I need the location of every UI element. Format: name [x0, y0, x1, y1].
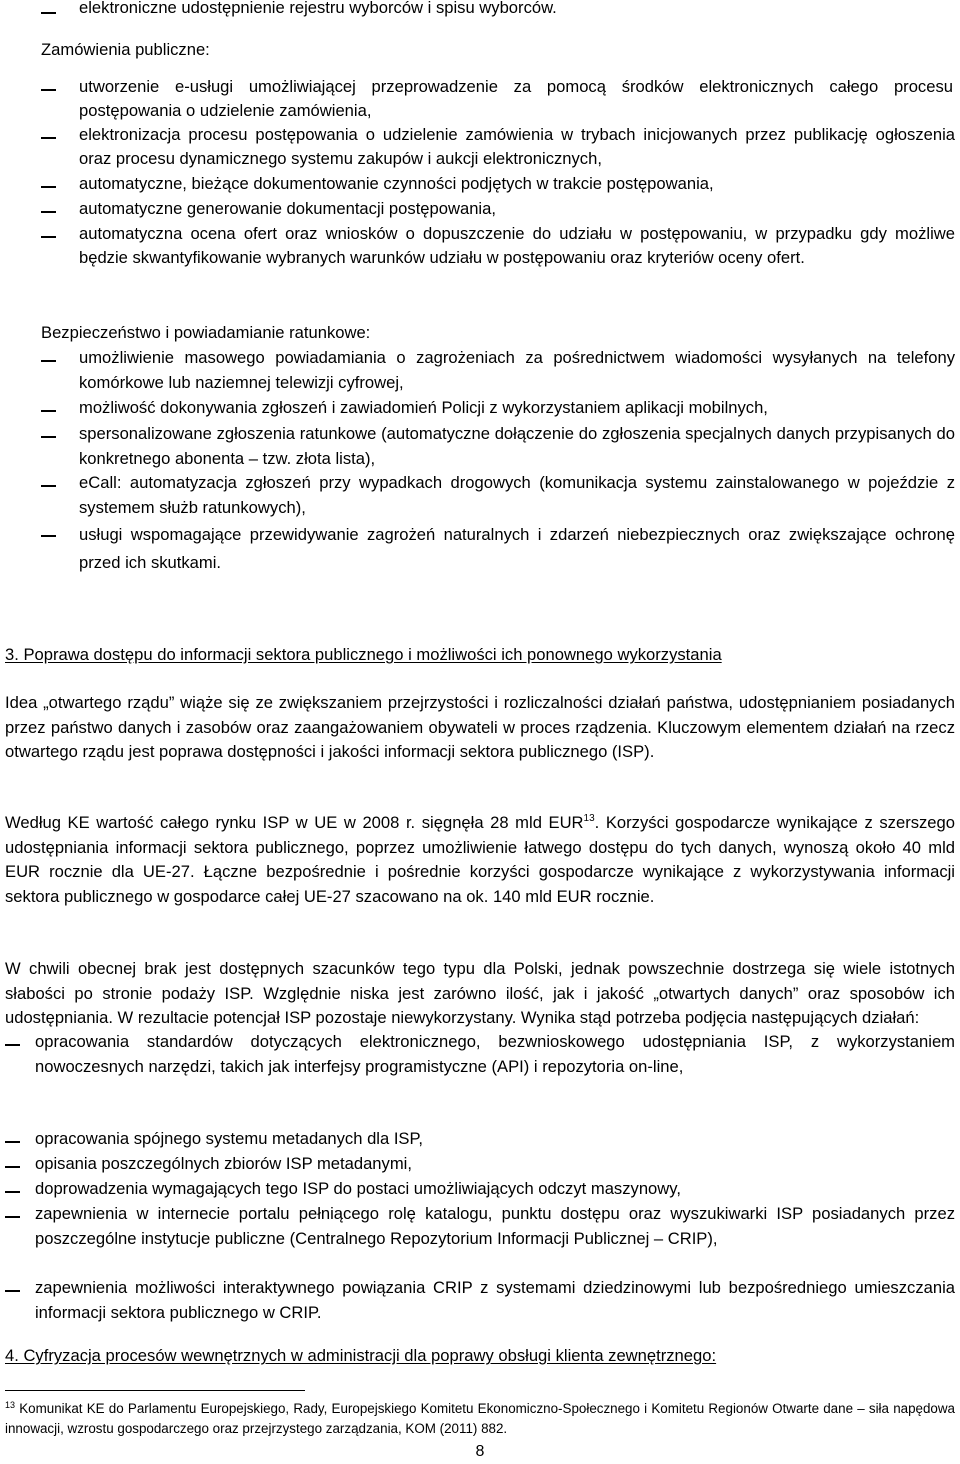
footnote-number: 13	[5, 1400, 16, 1410]
list-item: elektronizacja procesu postępowania o udzielenie zamówienia w trybach inicjowanych przez publikację ogłoszenia oraz procesu dynamicznego systemu zakupów i aukcji elektronicznych,	[79, 125, 955, 169]
footnote-reference: 13	[583, 813, 595, 824]
list-dash	[41, 360, 56, 362]
list-item: automatyczna ocena ofert oraz wniosków o dopuszczenie do udziału w postępowaniu, w przypadku gdy możliwe będzie skwantyfikowanie wybranych warunków udziału w postępowaniu oraz kryteriów oceny ofert.	[79, 224, 955, 268]
list-item: możliwość dokonywania zgłoszeń i zawiadomień Policji z wykorzystaniem aplikacji mobilnych,	[79, 398, 768, 417]
list-item: opisania poszczególnych zbiorów ISP metadanymi,	[35, 1154, 412, 1173]
paragraph: W chwili obecnej brak jest dostępnych szacunków tego typu dla Polski, jednak powszechnie dostrzega się wiele istotnych słabości po stronie podaży ISP. Względnie niska jest zarówno ilość, jak i jakość „otwartych danych” oraz sposobów ich udostępniania. W rezultacie potencjał ISP pozostaje niewykorzystany. Wynika stąd potrzeba podjęcia następujących działań:	[5, 959, 955, 1028]
section-4-heading: 4. Cyfryzacja procesów wewnętrznych w administracji dla poprawy obsługi klienta zewnętrznego:	[5, 1346, 717, 1365]
footnote	[5, 1399, 955, 1438]
list-dash	[41, 12, 56, 14]
list-item: opracowania spójnego systemu metadanych dla ISP,	[35, 1129, 424, 1148]
list-dash	[5, 1290, 20, 1292]
list-item: usługi wspomagające przewidywanie zagrożeń naturalnych i zdarzeń niebezpiecznych oraz zwiększające ochronę przed ich skutkami.	[79, 525, 955, 572]
list-dash	[41, 410, 56, 412]
list-dash	[5, 1044, 20, 1046]
list-item: spersonalizowane zgłoszenia ratunkowe (automatyczne dołączenie do zgłoszenia specjalnych danych przypisanych do konkretnego abonenta – tzw. złota lista),	[79, 424, 955, 468]
list-dash	[41, 535, 56, 537]
list-dash	[5, 1141, 20, 1143]
page-number: 8	[475, 1443, 485, 1460]
section-3-heading: 3. Poprawa dostępu do informacji sektora publicznego i możliwości ich ponownego wykorzystania	[5, 645, 722, 664]
section-heading-zamowienia: Zamówienia publiczne:	[41, 40, 210, 59]
list-dash	[41, 436, 56, 438]
list-item: automatyczne generowanie dokumentacji postępowania,	[79, 199, 496, 218]
footnote-separator	[5, 1390, 305, 1391]
list-item: eCall: automatyzacja zgłoszeń przy wypadkach drogowych (komunikacja systemu zainstalowanego w pojeździe z systemem służb ratunkowych),	[79, 473, 955, 517]
list-item: utworzenie e-usługi umożliwiającej przeprowadzenie za pomocą środków elektronicznych całego procesu postępowania o udzielenie zamówienia,	[79, 77, 953, 121]
list-dash	[41, 485, 56, 487]
list-item: automatyczne, bieżące dokumentowanie czynności podjętych w trakcie postępowania,	[79, 174, 714, 193]
section-heading-bezpieczenstwo: Bezpieczeństwo i powiadamianie ratunkowe:	[41, 323, 371, 342]
list-item: umożliwienie masowego powiadamiania o zagrożeniach za pośrednictwem wiadomości wysyłanych na telefony komórkowe lub naziemnej telewizji cyfrowej,	[79, 348, 955, 392]
paragraph-text: . Korzyści gospodarcze wynikające z szerszego udostępniania informacji sektora publicznego, poprzez umożliwienie łatwego dostępu do tych danych, wynoszą około 40 mld EUR rocznie dla UE-27. Łączne bezpośrednie i pośrednie korzyści gospodarcze wynikające z wykorzystywania informacji sektora publicznego w gospodarce całej UE-27 szacowano na ok. 140 mld EUR rocznie.	[5, 813, 955, 907]
list-dash	[41, 89, 56, 91]
list-dash	[5, 1166, 20, 1168]
list-dash	[5, 1191, 20, 1193]
list-item: zapewnienia w internecie portalu pełniącego rolę katalogu, punktu dostępu oraz wyszukiwarki ISP posiadanych przez poszczególne instytucje publiczne (Centralnego Repozytorium Informacji Publicznej – CRIP),	[35, 1204, 955, 1248]
list-dash	[5, 1216, 20, 1218]
footnote-text: Komunikat KE do Parlamentu Europejskiego, Rady, Europejskiego Komitetu Ekonomiczno-Społecznego i Komitetu Regionów Otwarte dane – siła napędowa innowacji, wzrostu gospodarczego oraz przejrzystego zarządzania, KOM (2011) 882.	[5, 1401, 955, 1436]
list-item: zapewnienia możliwości interaktywnego powiązania CRIP z systemami dziedzinowymi lub bezpośredniego umieszczania informacji sektora publicznego w CRIP.	[35, 1278, 955, 1322]
list-dash	[41, 236, 56, 238]
list-dash	[41, 211, 56, 213]
list-dash	[41, 137, 56, 139]
paragraph-text: Według KE wartość całego rynku ISP w UE w 2008 r. sięgnęła 28 mld EUR	[5, 813, 584, 832]
list-item: doprowadzenia wymagających tego ISP do postaci umożliwiających odczyt maszynowy,	[35, 1179, 681, 1198]
list-dash	[41, 186, 56, 188]
list-item: opracowania standardów dotyczących elektronicznego, bezwnioskowego udostępniania ISP, z wykorzystaniem nowoczesnych narzędzi, takich jak interfejsy programistyczne (API) i repozytoria on-line,	[35, 1032, 955, 1076]
list-item: elektroniczne udostępnienie rejestru wyborców i spisu wyborców.	[79, 0, 557, 17]
paragraph: Idea „otwartego rządu” wiąże się ze zwiększaniem przejrzystości i rozliczalności działań państwa, udostępnianiem posiadanych przez państwo danych i zasobów oraz zaangażowaniem obywateli w proces rządzenia. Kluczowym elementem działań na rzecz otwartego rządu jest poprawa dostępności i jakości informacji sektora publicznego (ISP).	[5, 693, 955, 762]
paragraph-with-footnote-ref	[5, 811, 955, 910]
